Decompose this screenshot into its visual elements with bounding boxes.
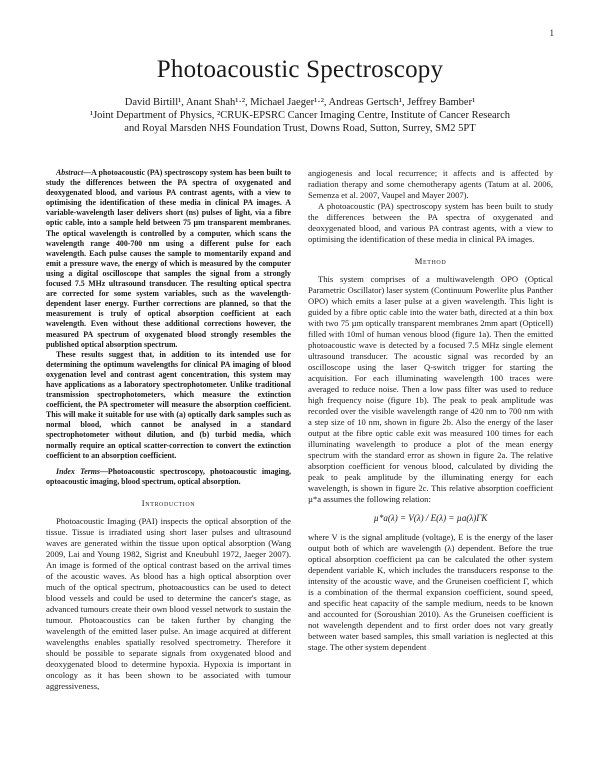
index-terms <box>46 467 291 487</box>
author-block <box>0 96 600 135</box>
left-column <box>46 168 291 692</box>
affiliation-line-1: ¹Joint Department of Physics, ²CRUK-EPSRC Cancer Imaging Centre, Institute of Cancer Research <box>89 110 511 121</box>
abstract-paragraph-2: These results suggest that, in addition to its intended use for determining the optimum wavelengths for clinical PA imaging of blood oxygenation level and contrast agent concentration, this system may have applications as a laboratory spectrophotometer. Unlike traditional transmission spectrophotometers, which measure the extinction coefficient, the PA spectrometer will measure the absorption coefficient. This will make it suitable for use with (a) optically dark samples such as normal blood, which cannot be analysed in a standard spectrophotometer without dilution, and (b) turbid media, which normally require an optical scatter-correction to convert the extinction coefficient to an absorption coefficient. <box>46 349 291 460</box>
affiliation-line-2: and Royal Marsden NHS Foundation Trust, Downs Road, Sutton, Surrey, SM2 5PT <box>124 123 476 134</box>
index-terms-text: —Photoacoustic spectroscopy, photoacoustic imaging, optoacoustic imaging, blood spectrum, optical absorption. <box>46 466 291 486</box>
abstract-label: Abstract <box>56 168 84 177</box>
abstract-text-1: —A photoacoustic (PA) spectroscopy system has been built to study the differences between the PA spectra of oxygenated and deoxygenated blood, and various PA contrast agents, with a view to optimising the identification of these media in clinical PA images. A variable-wavelength laser delivers short (ns) pulses of light, via a fibre optic cable, into a sample held between 75 µm transparent membranes. The optical wavelength is controlled by a computer, which scans the wavelength range 400-700 nm using a different pulse for each wavelength. Each pulse causes the sample to momentarily expand and emit a pressure wave, the energy of which is measured by the computer using a digital oscilloscope that samples the signal from a strongly focused 7.5 MHz ultrasound transducer. The resulting optical spectra are corrected for some system variables, such as the wavelength-dependent laser energy. Further corrections are planned, so that the measurement is truly of optical absorption coefficient at each wavelength. Even without these additional corrections however, the measured PA spectrum of oxygenated blood strongly resembles the published optical absorption spectrum. <box>46 168 291 349</box>
equation: µ*a(λ) = V(λ) / E(λ) = µa(λ)ΓK <box>373 513 488 523</box>
index-terms-label: Index Terms <box>56 466 100 476</box>
page-number: 1 <box>549 28 554 38</box>
method-paragraph-1: This system comprises of a multiwavelength OPO (Optical Parametric Oscillator) laser system (Continuum Powerlite plus Panther OPO) which emits a laser pulse at a given wavelength. This light is guided by a fibre optic cable into the water bath, directed at a thin box with two 75 µm optically transparent membranes 2mm apart (Opticell) filled with 10ml of human venous blood (figure 1a). Then the emitted photoacoustic wave is detected by a focused 7.5 MHz single element ultrasound transducer. The acoustic signal was recorded by an oscilloscope using the laser Q-switch trigger for starting the acquisition. For each illuminating wavelength 100 traces were averaged to reduce noise. Then a low pass filter was used to reduce high frequency noise (figure 1b). The peak to peak amplitude was recorded over the visible wavelength range of 420 nm to 700 nm with a step size of 10 nm, shown in figure 2b. Also the energy of the laser output at the fibre optic cable exit was measured 100 times for each illuminating wavelength to produce a plot of the mean energy spectrum with the standard error as shown in figure 2a. The relative absorption coefficient for venous blood, calculated by dividing the peak to peak amplitude by the illuminating energy for each wavelength, is shown in figure 2c. This relative absorption coefficient µ*a assumes the following relation: <box>308 274 553 504</box>
abstract <box>46 168 291 487</box>
method-paragraph-2: where V is the signal amplitude (voltage), E is the energy of the laser output both of which are wavelength (λ) dependent. Before the true optical absorption coefficient µa can be calculated the other system dependent variable K, which includes the transducers response to the intensity of the acoustic wave, and the Gruneisen coefficient Γ, which is a combination of the thermal expansion coefficient, sound speed, and specific heat capacity of the sample medium, needs to be known and accounted for (Soroushian 2010). As the Gruneisen coefficient is not wavelength dependent and to first order does not vary greatly between water based samples, this small variation is neglected at this stage. The other system dependent <box>308 532 553 652</box>
right-paragraph-1: angiogenesis and local recurrence; it affects and is affected by radiation therapy and some chemotherapy agents (Tatum at al. 2006, Semenza et al. 2007, Vaupel and Mayer 2007). <box>308 168 553 200</box>
right-column <box>308 168 553 653</box>
authors-line: David Birtill¹, Anant Shah¹·², Michael Jaeger¹·², Andreas Gertsch¹, Jeffrey Bamber¹ <box>124 97 476 108</box>
introduction-heading: Introduction <box>141 497 196 508</box>
method-heading: Method <box>414 256 447 266</box>
right-paragraph-2: A photoacoustic (PA) spectroscopy system has been built to study the differences between the PA spectra of oxygenated and deoxygenated blood, and various PA contrast agents, with a view to optimising the identification of these media in clinical PA images. <box>308 201 553 244</box>
paper-title: Photoacoustic Spectroscopy <box>156 56 444 83</box>
abstract-paragraph-1 <box>46 168 291 350</box>
introduction-paragraph: Photoacoustic Imaging (PAI) inspects the optical absorption of the tissue. Tissue is irradiated using short laser pulses and ultrasound waves are generated within the tissue upon optical absorption (Wang 2009, Lai and Young 1982, Sigrist and Kneubuhl 1972, Jaeger 2007). An image is formed of the optical contrast based on the arrival times of the acoustic waves. As blood has a high optical absorption over much of the optical spectrum, photoacoustics can be used to detect blood vessels and could be used to determine the cancer's stage, as advanced tumours create their own blood vessel network to sustain the tumour. Photoacoustics can be taken further by changing the wavelength of the emitted laser pulse. An image acquired at different wavelengths enables spatially resolved spectrometry. Therefore it should be possible to separate signals from oxygenated blood and deoxygenated blood to determine hypoxia. Hypoxia is important in oncology as it has been shown to be associated with tumour aggressiveness, <box>46 515 291 691</box>
